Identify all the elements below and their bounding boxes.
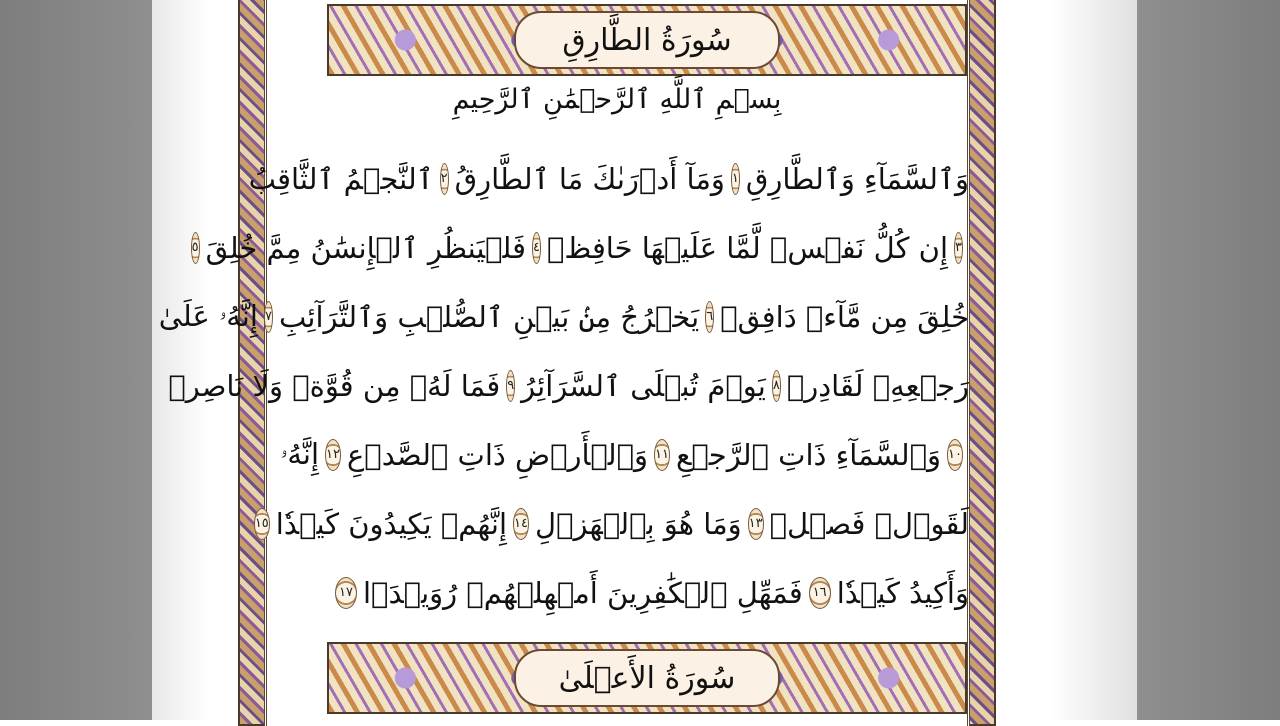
- page-text-area: [158, 0, 970, 726]
- left-letterbox: [0, 0, 152, 720]
- ayah-number-marker: ١٠: [947, 439, 963, 471]
- ayah-number-marker: ١١: [654, 439, 670, 471]
- ayah-number-marker: ١: [731, 163, 740, 195]
- ayah-number-marker: ٧: [264, 301, 273, 333]
- verse-line: [254, 489, 969, 558]
- ayah-number-marker: ٦: [705, 301, 714, 333]
- verse-text: وَٱلسَّمَآءِ وَٱلطَّارِقِ: [745, 161, 969, 196]
- verse-text: إِنَّهُۥ: [280, 437, 320, 471]
- verse-line: [248, 144, 969, 213]
- ayah-number-marker: ١٤: [513, 508, 529, 540]
- ayah-number-marker: ٨: [772, 370, 781, 402]
- verse-line: [168, 351, 969, 420]
- ayah-number-marker: ٥: [191, 232, 200, 264]
- verse-text: يَخۡرُجُ مِنۢ بَيۡنِ ٱلصُّلۡبِ وَٱلتَّرَآئِبِ: [278, 299, 700, 334]
- ayah-number-marker: ١٢: [325, 439, 341, 471]
- ayah-number-marker: ١٧: [335, 577, 357, 609]
- verse-text: وَأَكِيدُ كَيۡدٗا: [836, 575, 969, 610]
- surah-title: سُورَةُ الطَّارِقِ: [562, 22, 732, 58]
- verse-text: خُلِقَ مِن مَّآءٖ دَافِقٖ: [720, 299, 969, 334]
- verse-text: يَوۡمَ تُبۡلَى ٱلسَّرَآئِرُ: [521, 368, 766, 403]
- verse-lines: [158, 144, 969, 627]
- ayah-number-marker: ٣: [954, 232, 963, 264]
- verse-text: لَقَوۡلٞ فَصۡلٞ: [769, 506, 969, 541]
- ayah-number-marker: ١٥: [254, 508, 270, 540]
- verse-line: [158, 282, 969, 351]
- verse-text: ٱلنَّجۡمُ ٱلثَّاقِبُ: [248, 161, 434, 196]
- right-letterbox: [1137, 0, 1280, 720]
- verse-text: فَلۡيَنظُرِ ٱلۡإِنسَٰنُ مِمَّ خُلِقَ: [205, 230, 527, 265]
- verse-line: [329, 558, 969, 627]
- verse-text: إِنَّهُمۡ يَكِيدُونَ كَيۡدٗا: [275, 506, 508, 541]
- next-surah-title: سُورَةُ الأَعۡلَىٰ: [558, 660, 736, 696]
- ayah-number-marker: ٤: [532, 232, 541, 264]
- surah-title-cartouche: [514, 11, 780, 69]
- next-surah-header-band: [327, 642, 967, 714]
- ayah-number-marker: ١٦: [809, 577, 831, 609]
- ayah-number-marker: ٩: [506, 370, 515, 402]
- verse-text: إِنَّهُۥ عَلَىٰ: [158, 299, 258, 333]
- verse-text: وَمَا هُوَ بِٱلۡهَزۡلِ: [535, 506, 742, 541]
- ayah-number-marker: ١٣: [748, 508, 764, 540]
- verse-text: إِن كُلُّ نَفۡسٖ لَّمَّا عَلَيۡهَا حَافِظٞ: [547, 230, 949, 265]
- surah-header-band: [327, 4, 967, 76]
- verse-text: وَمَآ أَدۡرَىٰكَ مَا ٱلطَّارِقُ: [454, 161, 725, 196]
- ayah-number-marker: ٢: [440, 163, 449, 195]
- verse-text: فَمَا لَهُۥ مِن قُوَّةٖ وَلَا نَاصِرٖ: [168, 368, 501, 403]
- page-left-shadow: [152, 0, 210, 720]
- page-right-shadow: [1049, 0, 1137, 720]
- verse-line: [280, 420, 969, 489]
- verse-line: [191, 213, 969, 282]
- verse-text: وَٱلسَّمَآءِ ذَاتِ ٱلرَّجۡعِ: [675, 437, 942, 472]
- verse-text: وَٱلۡأَرۡضِ ذَاتِ ٱلصَّدۡعِ: [347, 437, 648, 472]
- basmala: بِسۡمِ ٱللَّهِ ٱلرَّحۡمَٰنِ ٱلرَّحِيمِ: [452, 84, 782, 115]
- verse-text: فَمَهِّلِ ٱلۡكَٰفِرِينَ أَمۡهِلۡهُمۡ رُوَيۡدَۢا: [363, 575, 803, 610]
- mushaf-page: [158, 0, 996, 726]
- verse-text: رَجۡعِهِۦ لَقَادِرٞ: [786, 368, 969, 403]
- next-surah-title-cartouche: [514, 649, 780, 707]
